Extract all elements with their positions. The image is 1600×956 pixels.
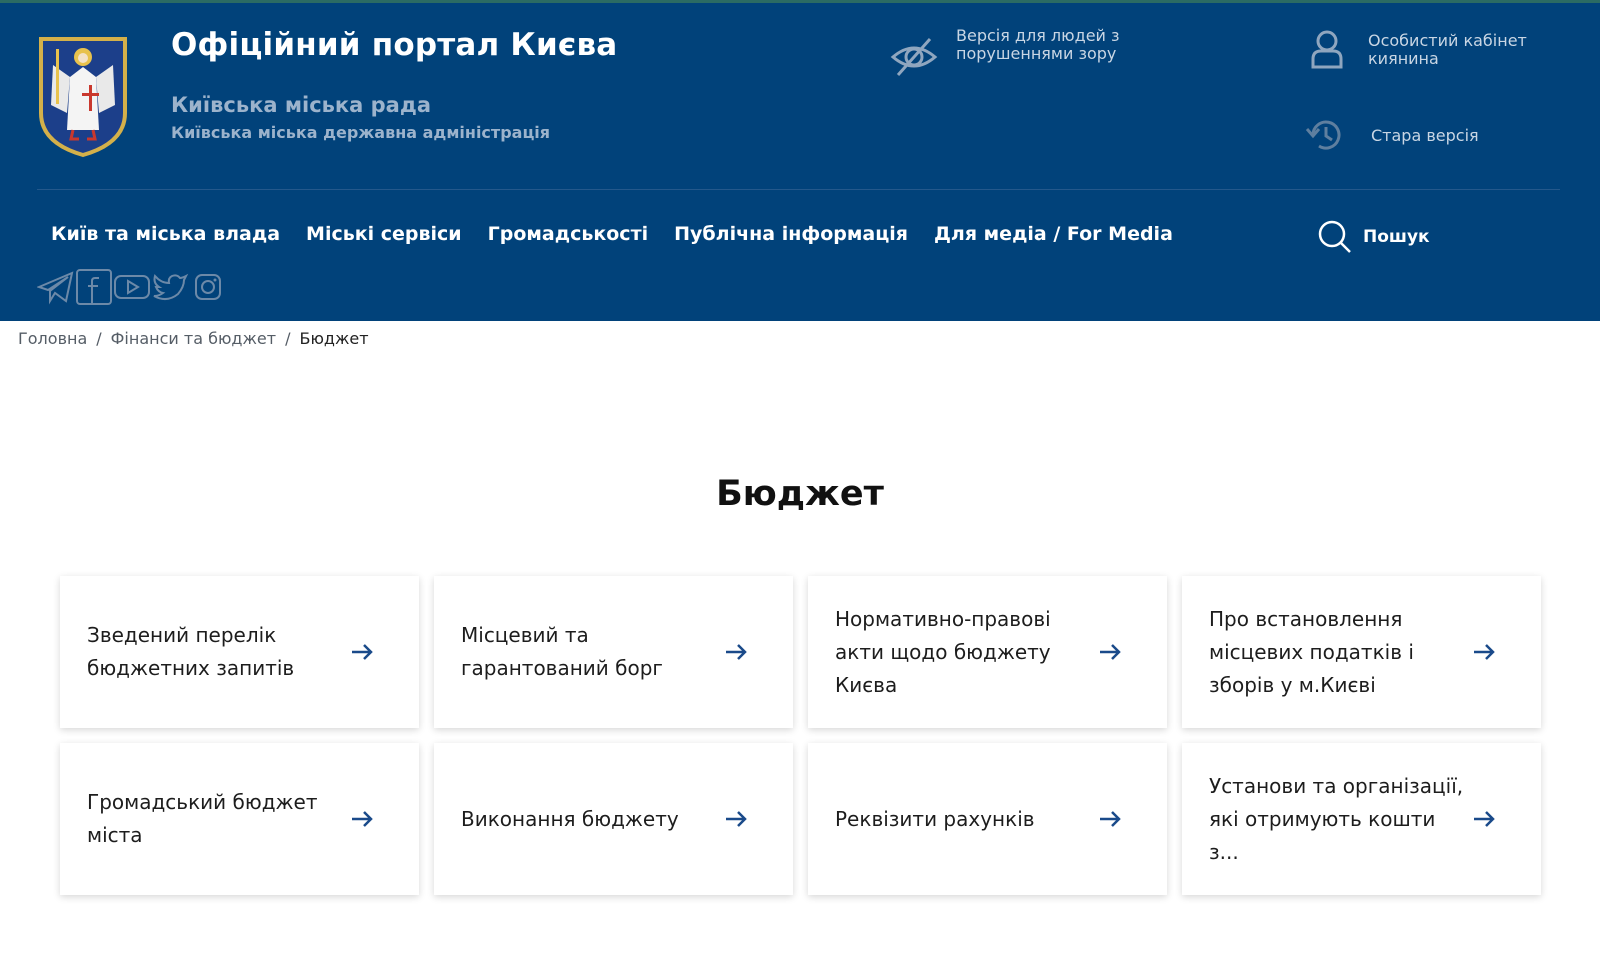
city-administration-title: Київська міська державна адміністрація [171,123,551,142]
main-nav [51,223,1199,245]
nav-item-city-services[interactable]: Міські сервіси [306,223,462,245]
instagram-icon[interactable] [189,268,227,306]
personal-cabinet-link[interactable] [1310,29,1538,69]
breadcrumb-current: Бюджет [299,329,369,348]
nav-item-media[interactable]: Для медіа / For Media [934,223,1173,245]
site-header [0,0,1600,321]
eye-off-icon [890,35,938,81]
search-icon [1317,219,1353,255]
personal-cabinet-label: Особистий кабінет киянина [1368,31,1527,68]
old-version-label: Стара версія [1371,125,1479,145]
user-icon [1310,29,1344,69]
nav-item-public-info[interactable]: Публічна інформація [674,223,908,245]
facebook-icon[interactable] [75,268,113,306]
arrow-right-icon [1473,810,1495,828]
arrow-right-icon [1473,643,1495,661]
twitter-icon[interactable] [151,268,189,306]
card-local-taxes[interactable] [1182,576,1541,728]
arrow-right-icon [1099,643,1121,661]
card-label: Зведений перелік бюджетних запитів [87,623,295,680]
site-title[interactable]: Офіційний портал Києва [171,27,618,63]
youtube-icon[interactable] [113,268,151,306]
card-public-budget[interactable] [60,743,419,895]
breadcrumb-finance[interactable]: Фінанси та бюджет [110,329,277,348]
card-label: Місцевий та гарантований борг [461,623,663,680]
card-funded-institutions[interactable] [1182,743,1541,895]
nav-item-kyiv-authorities[interactable]: Київ та міська влада [51,223,281,245]
card-label: Про встановлення місцевих податків і зборів у м.Києві [1209,606,1414,697]
card-label: Виконання бюджету [461,806,679,831]
page-title: Бюджет [716,474,884,514]
history-icon [1305,117,1345,153]
social-links [37,268,227,306]
breadcrumb-home[interactable]: Головна [18,329,88,348]
card-label: Громадський бюджет міста [87,790,318,847]
card-label: Установи та організації, які отримують кошти з... [1209,773,1464,864]
arrow-right-icon [1099,810,1121,828]
card-budget-requests[interactable] [60,576,419,728]
card-label: Реквізити рахунків [835,806,1035,831]
breadcrumb [18,329,369,348]
arrow-right-icon [725,643,747,661]
arrow-right-icon [351,810,373,828]
breadcrumb-separator: / [96,329,102,348]
nav-item-public[interactable]: Громадськості [487,223,649,245]
card-budget-execution[interactable] [434,743,793,895]
budget-cards [60,576,1540,895]
breadcrumb-separator: / [285,329,291,348]
card-label: Нормативно-правові акти щодо бюджету Києва [835,606,1051,697]
old-version-link[interactable] [1305,117,1479,153]
accessibility-version-label: Версія для людей з порушеннями зору [956,26,1120,63]
accessibility-version-link[interactable] [890,27,1156,81]
city-council-title: Київська міська рада [171,93,431,117]
search-button[interactable] [1317,219,1430,255]
kyiv-coat-of-arms-logo[interactable] [37,35,129,158]
header-divider [37,189,1560,190]
telegram-icon[interactable] [37,268,75,306]
card-legal-acts[interactable] [808,576,1167,728]
card-local-debt[interactable] [434,576,793,728]
card-account-details[interactable] [808,743,1167,895]
arrow-right-icon [725,810,747,828]
search-label: Пошук [1363,227,1430,247]
arrow-right-icon [351,643,373,661]
